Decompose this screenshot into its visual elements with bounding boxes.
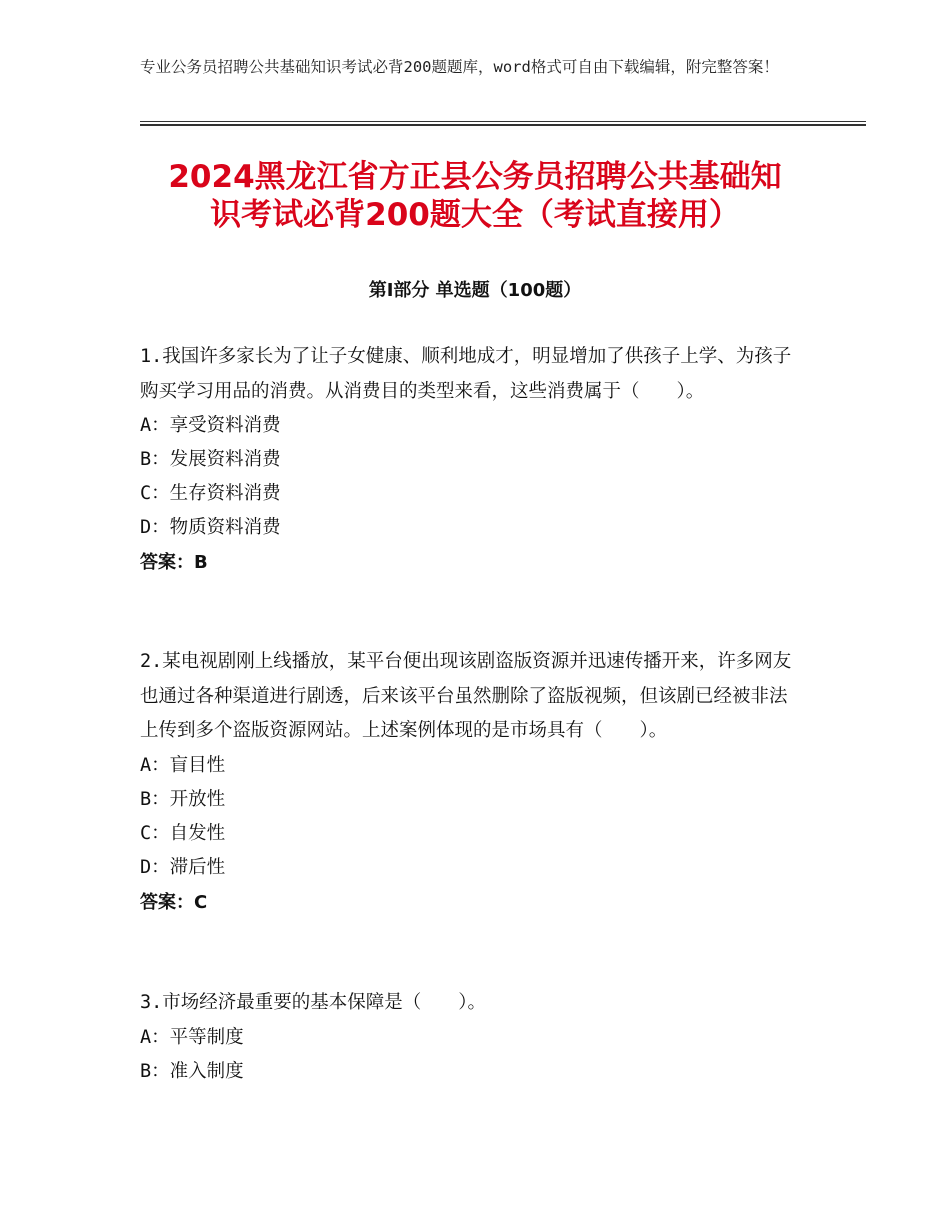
answer-label: 答案：C xyxy=(140,891,208,913)
option-a: A：平等制度 xyxy=(140,1026,244,1048)
question-2 xyxy=(140,645,800,921)
document-title xyxy=(140,158,810,234)
option-a: A：享受资料消费 xyxy=(140,415,281,436)
header-divider-thick xyxy=(140,124,866,126)
question-stem: 1.我国许多家长为了让子女健康、顺利地成才，明显增加了供孩子上学、为孩子购买学习用品的消费。从消费目的类型来看，这些消费属于（ ）。 xyxy=(140,346,792,402)
option-b: B：发展资料消费 xyxy=(140,449,281,470)
document-title-line-1: 2024黑龙江省方正县公务员招聘公共基础知 xyxy=(168,159,782,195)
option-a: A：盲目性 xyxy=(140,754,226,776)
question-stem: 2.某电视剧刚上线播放，某平台便出现该剧盗版资源并迅速传播开来，许多网友也通过各种渠道进行剧透，后来该平台虽然删除了盗版视频，但该剧已经被非法上传到多个盗版资源网站。上述案例体现的是市场具有（ ）。 xyxy=(140,651,792,741)
question-1 xyxy=(140,340,800,581)
option-b: B：开放性 xyxy=(140,788,226,810)
option-b: B：准入制度 xyxy=(140,1060,244,1082)
section-heading: 第Ⅰ部分 单选题（100题） xyxy=(368,280,582,301)
answer-label: 答案：B xyxy=(140,552,208,573)
question-stem: 3.市场经济最重要的基本保障是（ ）。 xyxy=(140,992,487,1013)
question-3 xyxy=(140,986,800,1089)
header-note: 专业公务员招聘公共基础知识考试必背200题题库，word格式可自由下载编辑，附完整答案！ xyxy=(140,58,779,76)
document-title-line-2: 识考试必背200题大全（考试直接用） xyxy=(210,197,740,233)
header-divider-thin xyxy=(140,121,866,122)
option-c: C：自发性 xyxy=(140,822,226,844)
option-d: D：物质资料消费 xyxy=(140,517,281,538)
option-d: D：滞后性 xyxy=(140,856,226,878)
option-c: C：生存资料消费 xyxy=(140,483,281,504)
